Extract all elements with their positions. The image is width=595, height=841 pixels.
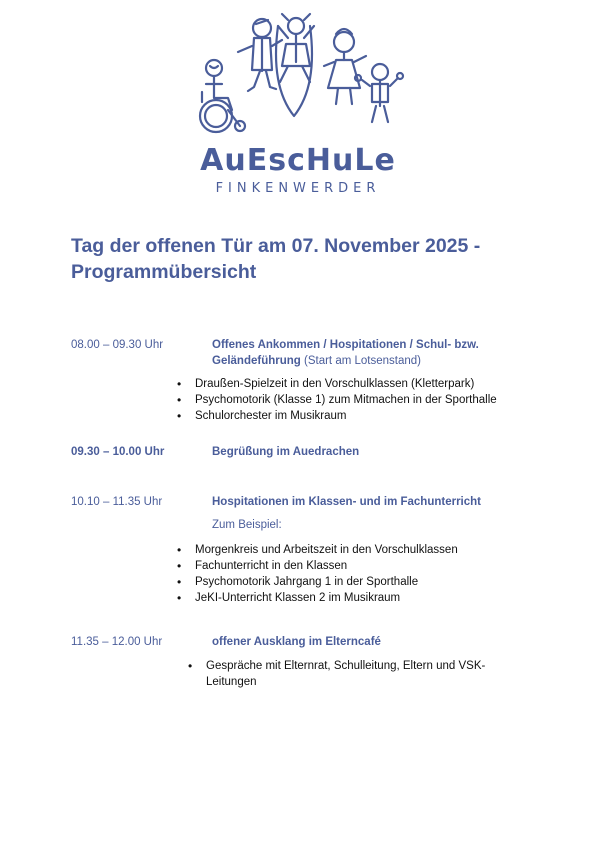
time-slot-3: 10.10 – 11.35 Uhr xyxy=(71,496,163,508)
logo-wordmark: AuEscHuLe xyxy=(200,143,396,178)
list-item: • Psychomotorik Jahrgang 1 in der Sporthalle xyxy=(177,574,458,590)
time-slot-4: 11.35 – 12.00 Uhr xyxy=(71,636,163,648)
list-item: • Schulorchester im Musikraum xyxy=(177,408,497,424)
slot-1-heading-text: Offenes Ankommen / Hospitationen / Schul- bzw. Geländeführung xyxy=(212,339,479,367)
time-slot-1: 08.00 – 09.30 Uhr xyxy=(71,339,164,351)
slot-1-list xyxy=(177,376,497,424)
children-illustration xyxy=(188,6,408,198)
school-logo xyxy=(188,6,408,198)
slot-3-list xyxy=(177,542,458,606)
slot-3-subheading: Zum Beispiel: xyxy=(212,519,282,531)
slot-1-heading xyxy=(212,337,522,369)
list-item: • Draußen-Spielzeit in den Vorschulklassen (Kletterpark) xyxy=(177,376,497,392)
list-item: • JeKI-Unterricht Klassen 2 im Musikraum xyxy=(177,590,458,606)
list-item: • Gespräche mit Elternrat, Schulleitung, Eltern und VSK-Leitungen xyxy=(188,658,508,690)
time-slot-2: 09.30 – 10.00 Uhr xyxy=(71,446,165,458)
list-item: • Psychomotorik (Klasse 1) zum Mitmachen in der Sporthalle xyxy=(177,392,497,408)
slot-2-heading: Begrüßung im Auedrachen xyxy=(212,446,360,458)
slot-3-heading: Hospitationen im Klassen- und im Fachunterricht xyxy=(212,496,482,508)
slot-4-heading: offener Ausklang im Elterncafé xyxy=(212,636,381,648)
slot-1-note: (Start am Lotsenstand) xyxy=(300,355,421,367)
page-title: Tag der offenen Tür am 07. November 2025 - Programmübersicht xyxy=(71,235,481,283)
slot-4-list xyxy=(188,658,508,690)
list-item: • Morgenkreis und Arbeitszeit in den Vorschulklassen xyxy=(177,542,458,558)
list-item: • Fachunterricht in den Klassen xyxy=(177,558,458,574)
logo-subtitle: FINKENWERDER xyxy=(215,181,381,196)
